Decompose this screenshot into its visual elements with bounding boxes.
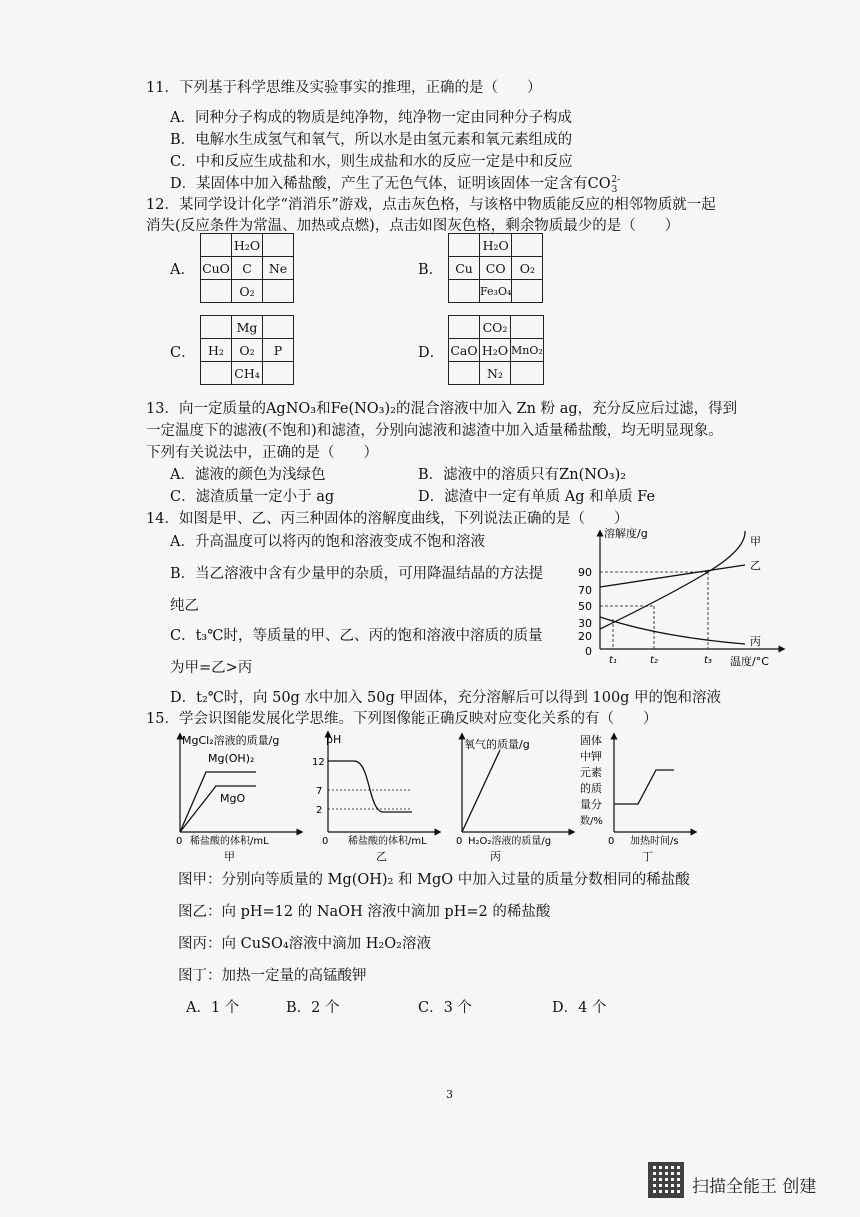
y-tick: 2 [316,805,323,816]
chart-origin: 0 [585,645,592,658]
q12-grid-b [448,233,543,303]
graph-x-label: 加热时间/s [630,836,679,847]
q14-option-c-line2: 为甲=乙>丙 [170,660,253,676]
q12-grid-c [200,315,294,385]
q11-stem: 11．下列基于科学思维及实验事实的推理，正确的是（ ） [146,80,542,96]
grid-cell: O₂ [512,257,543,280]
grid-cell: Fe₃O₄ [480,280,512,303]
q15-desc-jia: 图甲：分别向等质量的 Mg(OH)₂ 和 MgO 中加入过量的质量分数相同的稀盐酸 [178,872,690,888]
q11-option-c: C．中和反应生成盐和水，则生成盐和水的反应一定是中和反应 [170,154,573,170]
q12-option-b-label: B． [418,262,444,278]
grid-cell: CO₂ [480,316,511,339]
grid-cell: CH₄ [232,362,263,385]
graph-name: 甲 [224,850,235,863]
graph-x-label: H₂O₂溶液的质量/g [468,836,552,847]
q12-option-d-label: D． [418,345,445,361]
graph-y-label: 固体 [580,734,602,747]
grid-cell: H₂ [201,339,232,362]
grid-cell: H₂O [480,234,512,257]
grid-cell: H₂O [480,339,511,362]
q15-option-a: A．1 个 [186,1000,240,1016]
grid-cell: CO [480,257,512,280]
q12-grid-a [200,233,294,303]
graph-yi [308,728,448,864]
series-label: MgO [220,792,246,805]
potassium-line [614,770,674,804]
q12-option-a-label: A． [170,262,195,278]
q13-option-d: D．滤渣中一定有单质 Ag 和单质 Fe [418,489,656,505]
q14-option-a: A．升高温度可以将丙的饱和溶液变成不饱和溶液 [170,534,485,550]
grid-cell: CaO [449,339,480,362]
graph-origin: 0 [176,836,183,847]
q13-line2: 一定温度下的滤液(不饱和)和滤渣，分别向滤液和滤渣中加入适量稀盐酸，均无明显现象。 [146,423,723,439]
grid-cell: Mg [232,316,263,339]
graph-y-label: 元素 [580,766,602,779]
q12-option-c-label: C． [170,345,196,361]
curve-bing [600,617,745,644]
series-label-yi: 乙 [750,559,761,572]
q14-option-b-line1: B．当乙溶液中含有少量甲的杂质，可用降温结晶的方法提 [170,566,544,582]
q11-option-b: B．电解水生成氢气和氧气，所以水是由氢元素和氧元素组成的 [170,132,573,148]
ph-curve [328,761,412,812]
series-label-bing: 丙 [750,635,761,648]
grid-cell: N₂ [480,362,511,385]
graph-y-label: 中钾 [580,750,602,763]
graph-x-label: 稀盐酸的体积/mL [348,836,427,847]
graph-y-label: 数/% [580,816,603,827]
y-tick: 50 [578,600,592,613]
q12-grid-d [448,315,544,385]
y-tick: 7 [316,786,323,797]
x-tick: t₃ [704,655,712,666]
graph-bing [450,728,580,864]
chart-x-label: 温度/°C [730,655,769,668]
grid-cell: MnO₂ [511,339,544,362]
graph-ding [578,728,698,864]
y-tick: 30 [578,617,592,630]
q15-desc-ding: 图丁：加热一定量的高锰酸钾 [178,968,367,984]
q15-option-c: C．3 个 [418,1000,472,1016]
grid-cell: O₂ [232,280,263,303]
graph-x-label: 稀盐酸的体积/mL [190,836,269,847]
graph-name: 乙 [376,850,387,863]
x-tick: t₂ [650,655,658,666]
grid-cell: Ne [263,257,294,280]
q12-line2: 消失(反应条件为常温、加热或点燃)，点击如图灰色格，剩余物质最少的是（ ） [146,218,680,234]
x-tick: t₁ [609,655,617,666]
q15-desc-bing: 图丙：向 CuSO₄溶液中滴加 H₂O₂溶液 [178,936,431,952]
grid-cell: P [263,339,294,362]
graph-origin: 0 [322,836,329,847]
grid-cell: O₂ [232,339,263,362]
graph-y-label: MgCl₂溶液的质量/g [182,734,280,747]
y-tick: 90 [578,566,592,579]
y-tick: 12 [312,757,325,768]
graph-name: 丁 [642,850,653,863]
graph-y-label: 氧气的质量/g [464,738,530,751]
graph-y-label: pH [326,733,342,746]
q14-option-c-line1: C．t₃℃时，等质量的甲、乙、丙的饱和溶液中溶质的质量 [170,628,543,644]
graph-jia [160,728,310,864]
y-tick: 70 [578,584,592,597]
graph-origin: 0 [456,836,463,847]
graph-name: 丙 [490,850,501,863]
q15-desc-yi: 图乙：向 pH=12 的 NaOH 溶液中滴加 pH=2 的稀盐酸 [178,904,551,920]
q11-option-a: A．同种分子构成的物质是纯净物，纯净物一定由同种分子构成 [170,110,572,126]
grid-cell: H₂O [232,234,263,257]
q14-option-b-line2: 纯乙 [170,598,199,614]
solubility-chart [570,525,790,675]
q14-option-d: D．t₂℃时，向 50g 水中加入 50g 甲固体，充分溶解后可以得到 100g 甲的饱和溶液 [170,690,722,706]
y-tick: 20 [578,630,592,643]
curve-yi [600,565,745,587]
grid-cell: Cu [449,257,480,280]
oxygen-line [462,750,500,832]
q13-option-b: B．滤液中的溶质只有Zn(NO₃)₂ [418,467,627,483]
q15-option-b: B．2 个 [286,1000,340,1016]
page-number: 3 [446,1088,453,1101]
grid-cell: CuO [201,257,232,280]
q13-option-c: C．滤渣质量一定小于 ag [170,489,335,505]
graph-y-label: 量分 [580,798,602,811]
q11-option-d: D．某固体中加入稀盐酸，产生了无色气体，证明该固体一定含有$CO_3^{2-}$ [170,175,621,195]
curve-jia [600,531,745,629]
q14-stem: 14．如图是甲、乙、丙三种固体的溶解度曲线，下列说法正确的是（ ） [146,511,629,527]
q12-line1: 12．某同学设计化学“消消乐”游戏，点击灰色格，与该格中物质能反应的相邻物质就一起 [146,197,716,213]
q13-line3: 下列有关说法中，正确的是（ ） [146,445,378,461]
series-label-jia: 甲 [750,535,761,548]
q13-option-a: A．滤液的颜色为浅绿色 [170,467,326,483]
q15-option-d: D．4 个 [552,1000,607,1016]
q13-line1: 13．向一定质量的AgNO₃和Fe(NO₃)₂的混合溶液中加入 Zn 粉 ag，充分反应后过滤，得到 [146,401,738,417]
q15-stem: 15．学会识图能发展化学思维。下列图像能正确反映对应变化关系的有（ ） [146,711,658,727]
watermark-text: 扫描全能王 创建 [692,1177,817,1197]
chart-y-label: 溶解度/g [604,527,648,540]
grid-cell: C [232,257,263,280]
graph-y-label: 的质 [580,782,602,795]
graph-origin: 0 [608,836,615,847]
series-label: Mg(OH)₂ [208,752,255,765]
qr-code-icon [648,1162,684,1198]
